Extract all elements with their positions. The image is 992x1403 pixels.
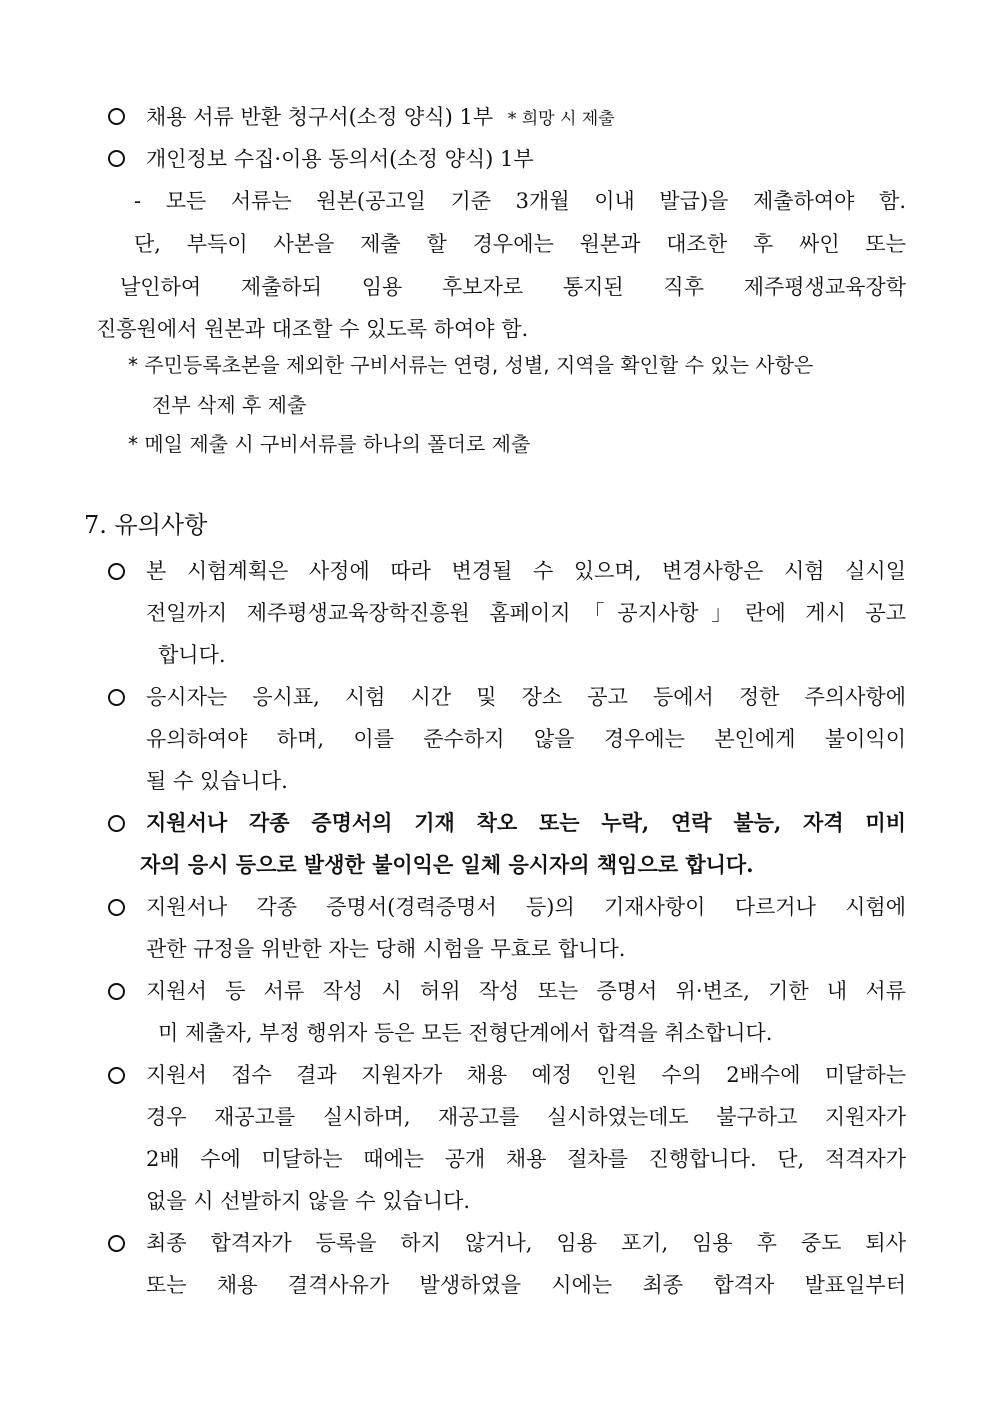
note-line: 진흥원에서 원본과 대조할 수 있도록 하여야 함. [96,317,529,341]
circle-bullet-icon [108,1067,125,1084]
notice-line: 지원서나 각종 증명서의 기재 착오 또는 누락, 연락 불능, 자격 미비 [146,810,906,835]
notice-line: 합니다. [158,643,226,667]
item-text: 채용 서류 반환 청구서(소정 양식) 1부 [146,105,494,129]
circle-bullet-icon [108,563,125,580]
notice-line: 경우 재공고를 실시하며, 재공고를 실시하였는데도 불구하고 지원자가 [146,1105,906,1129]
item-note: * 희망 시 제출 [507,109,615,129]
note-line: 단, 부득이 사본을 제출 할 경우에는 원본과 대조한 후 싸인 또는 [134,232,906,256]
document-list-item [146,144,534,174]
circle-bullet-icon [108,689,125,706]
circle-bullet-icon [108,815,125,832]
notice-line: 응시자는 응시표, 시험 시간 및 장소 공고 등에서 정한 주의사항에 [146,685,906,709]
notice-line: 최종 합격자가 등록을 하지 않거나, 임용 포기, 임용 후 중도 퇴사 [146,1231,906,1255]
note-line: 날인하여 제출하되 임용 후보자로 통지된 직후 제주평생교육장학 [120,275,906,299]
notice-line: 또는 채용 결격사유가 발생하였을 시에는 최종 합격자 발표일부터 [146,1273,906,1297]
notice-line: 지원서나 각종 증명서(경력증명서 등)의 기재사항이 다르거나 시험에 [146,895,906,919]
notice-line: 본 시험계획은 사정에 따라 변경될 수 있으며, 변경사항은 시험 실시일 [146,559,906,583]
notice-line: 자의 응시 등으로 발생한 불이익은 일체 응시자의 책임으로 합니다. [140,852,754,877]
note-line: - 모든 서류는 원본(공고일 기준 3개월 이내 발급)을 제출하여야 함. [134,189,906,213]
circle-bullet-icon [108,899,125,916]
asterisk-note: * 메일 제출 시 구비서류를 하나의 폴더로 제출 [128,432,531,456]
circle-bullet-icon [108,108,125,125]
circle-bullet-icon [108,983,125,1000]
notice-line: 전일까지 제주평생교육장학진흥원 홈페이지「공지사항」란에 게시 공고 [146,601,906,625]
circle-bullet-icon [108,1235,125,1252]
notice-line: 2배 수에 미달하는 때에는 공개 채용 절차를 진행합니다. 단, 적격자가 [146,1147,906,1171]
asterisk-note: * 주민등록초본을 제외한 구비서류는 연령, 성별, 지역을 확인할 수 있는 사항은 [128,353,814,377]
notice-line: 없을 시 선발하지 않을 수 있습니다. [146,1189,471,1213]
notice-line: 미 제출자, 부정 행위자 등은 모든 전형단계에서 합격을 취소합니다. [158,1021,773,1045]
asterisk-note-continuation: 전부 삭제 후 제출 [152,393,307,417]
notice-line: 될 수 있습니다. [146,769,288,793]
notice-line: 지원서 등 서류 작성 시 허위 작성 또는 증명서 위·변조, 기한 내 서류 [146,979,906,1003]
notice-line: 관한 규정을 위반한 자는 당해 시험을 무효로 합니다. [146,937,626,961]
section-heading: 7. 유의사항 [84,511,208,539]
notice-line: 유의하여야 하며, 이를 준수하지 않을 경우에는 본인에게 불이익이 [146,727,906,751]
item-text: 개인정보 수집·이용 동의서(소정 양식) 1부 [146,147,534,171]
document-list-item [146,102,615,134]
notice-line: 지원서 접수 결과 지원자가 채용 예정 인원 수의 2배수에 미달하는 [146,1063,906,1087]
circle-bullet-icon [108,150,125,167]
